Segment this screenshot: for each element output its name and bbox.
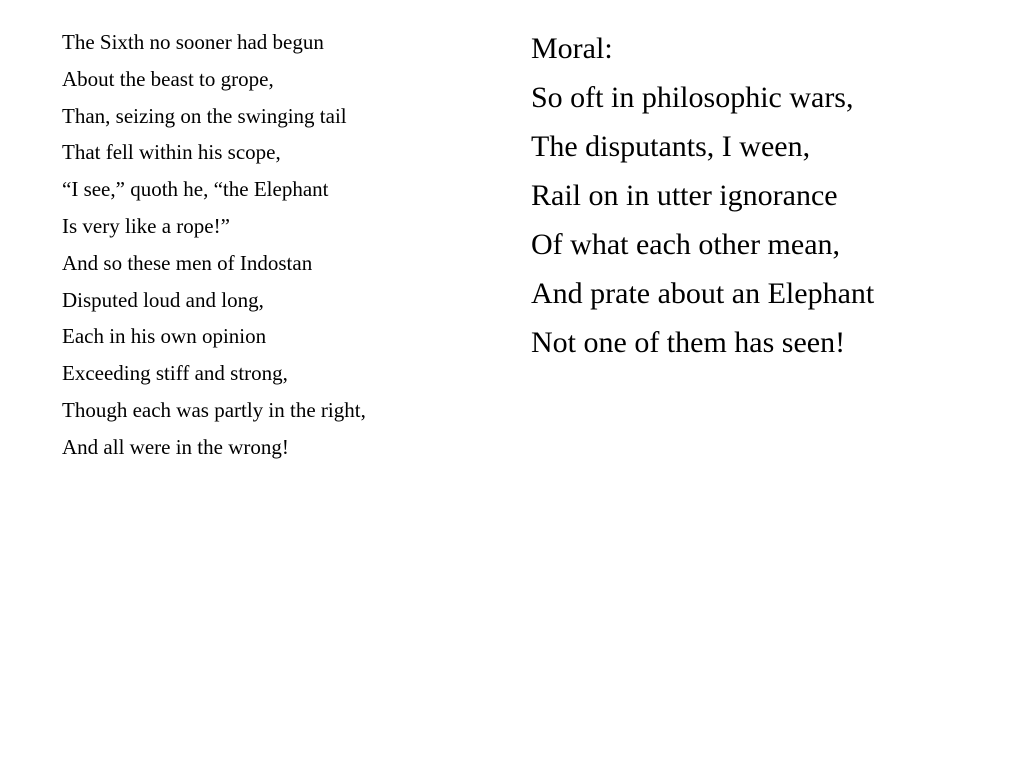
moral-heading: Moral:	[531, 32, 613, 65]
moral-line: Of what each other mean,	[531, 228, 841, 261]
moral-line: Not one of them has seen!	[531, 326, 846, 359]
moral-line: And prate about an Elephant	[531, 277, 875, 310]
poem-line: Though each was partly in the right,	[62, 397, 366, 422]
poem-line: “I see,” quoth he, “the Elephant	[62, 177, 329, 202]
moral-line: So oft in philosophic wars,	[531, 81, 854, 114]
moral-stanza	[531, 24, 1011, 367]
poem-line: Each in his own opinion	[62, 324, 267, 349]
poem-line: The Sixth no sooner had begun	[62, 30, 324, 54]
poem-line: And so these men of Indostan	[62, 250, 313, 275]
poem-line: And all were in the wrong!	[62, 434, 289, 459]
poem-line: Exceeding stiff and strong,	[62, 361, 288, 386]
poem-line: About the beast to grope,	[62, 66, 274, 91]
poem-stanza-left	[62, 24, 482, 466]
poem-line: That fell within his scope,	[62, 140, 281, 165]
poem-line: Disputed loud and long,	[62, 287, 264, 312]
moral-line: Rail on in utter ignorance	[531, 179, 838, 212]
moral-line: The disputants, I ween,	[531, 130, 811, 163]
poem-line: Is very like a rope!”	[62, 213, 230, 238]
poem-line: Than, seizing on the swinging tail	[62, 103, 347, 128]
